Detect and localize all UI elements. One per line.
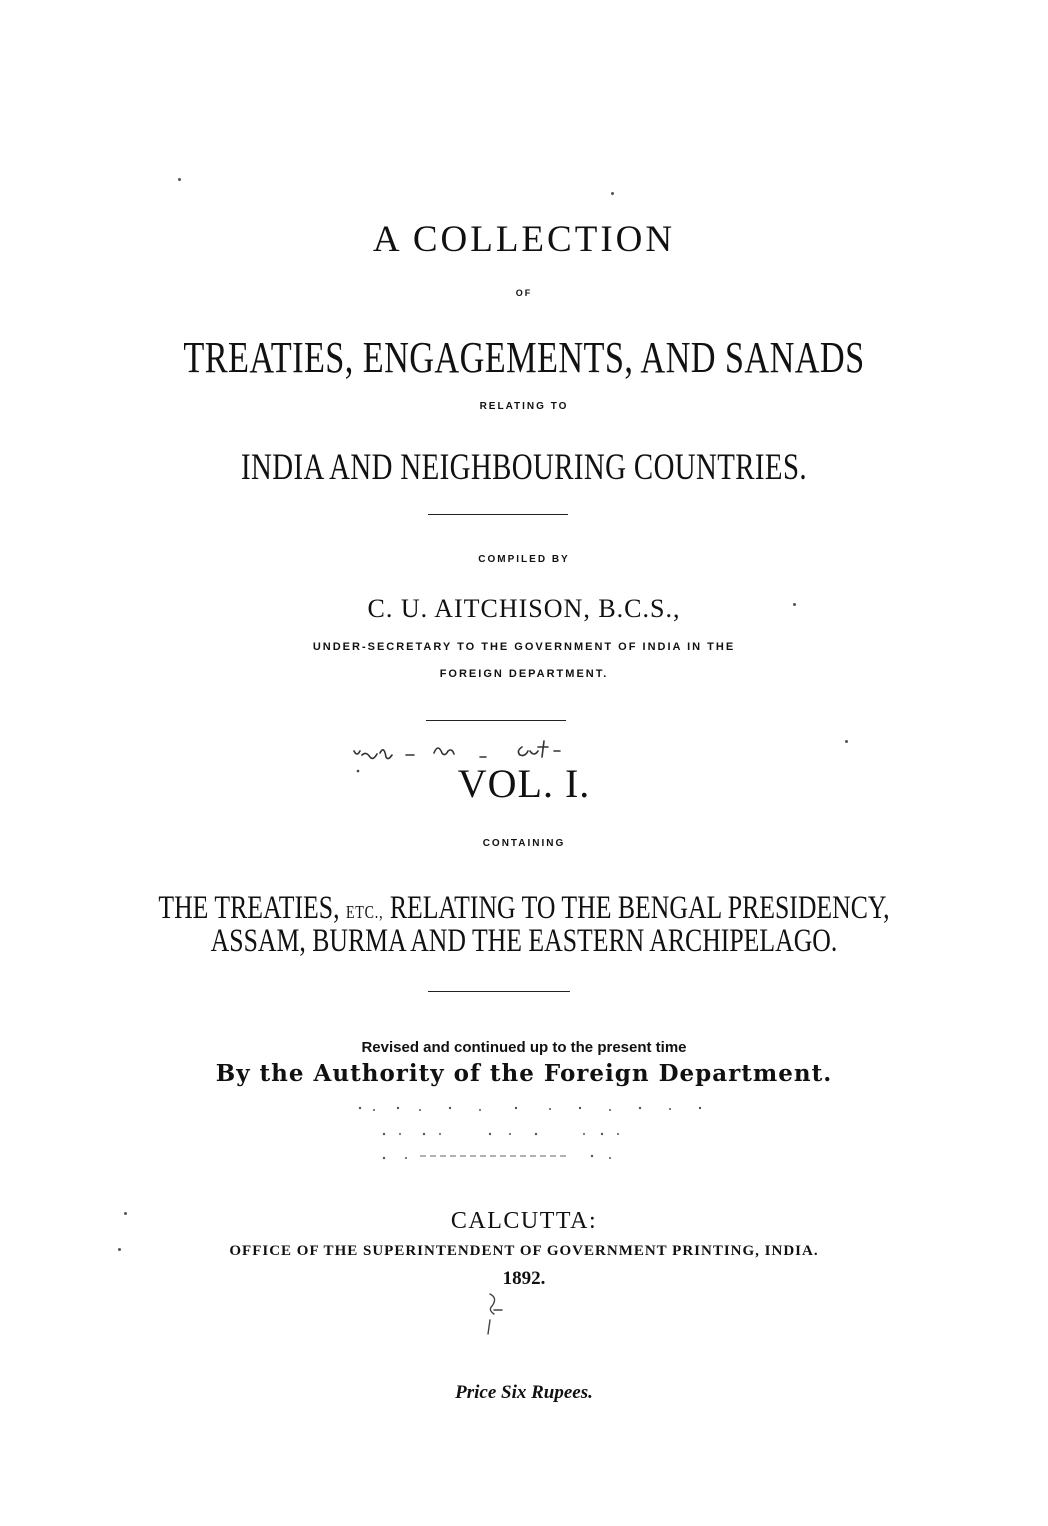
contents-line-2: ASSAM, BURMA AND THE EASTERN ARCHIPELAGO. [210,923,838,959]
stamp-residue-marks [340,1096,740,1166]
authority-stamp: By the Authority of the Foreign Department. [215,1060,833,1087]
compiled-by-label: COMPILED BY [478,554,570,565]
containing-label: CONTAINING [482,838,566,849]
handwritten-mark [478,1290,508,1340]
author-designation-line-2: FOREIGN DEPARTMENT. [439,668,609,680]
speck [118,1248,121,1251]
contents-line-1-start: THE TREATIES, [158,890,340,926]
speck [611,192,614,195]
author-designation-line-1: UNDER-SECRETARY TO THE GOVERNMENT OF INDIA IN THE [312,641,736,653]
divider-rule [428,514,568,515]
publication-city: CALCUTTA: [450,1208,598,1234]
speck [178,178,181,181]
author-name: C. U. AITCHISON, B.C.S., [367,594,681,623]
divider-rule [426,720,566,721]
publication-year: 1892. [502,1268,546,1289]
contents-line-1-end: RELATING TO THE BENGAL PRESIDENCY, [389,890,890,926]
main-title: TREATIES, ENGAGEMENTS, AND SANADS [183,333,865,382]
speck [845,740,848,743]
publisher-office: OFFICE OF THE SUPERINTENDENT OF GOVERNMENT PRINTING, INDIA. [229,1243,819,1259]
revision-stamp: Revised and continued up to the present time [361,1039,687,1056]
price-note: Price Six Rupees. [455,1382,593,1403]
contents-etc: ETC., [345,902,384,922]
subtitle: INDIA AND NEIGHBOURING COUNTRIES. [240,447,808,488]
volume-number: VOL. I. [457,761,591,806]
heading-collection: A COLLECTION [372,219,676,260]
connector-of: OF [515,288,533,298]
divider-rule [428,991,570,992]
contents-line-1 [115,890,932,927]
speck [793,603,796,606]
connector-relating: RELATING TO [479,401,569,412]
speck [124,1212,127,1215]
